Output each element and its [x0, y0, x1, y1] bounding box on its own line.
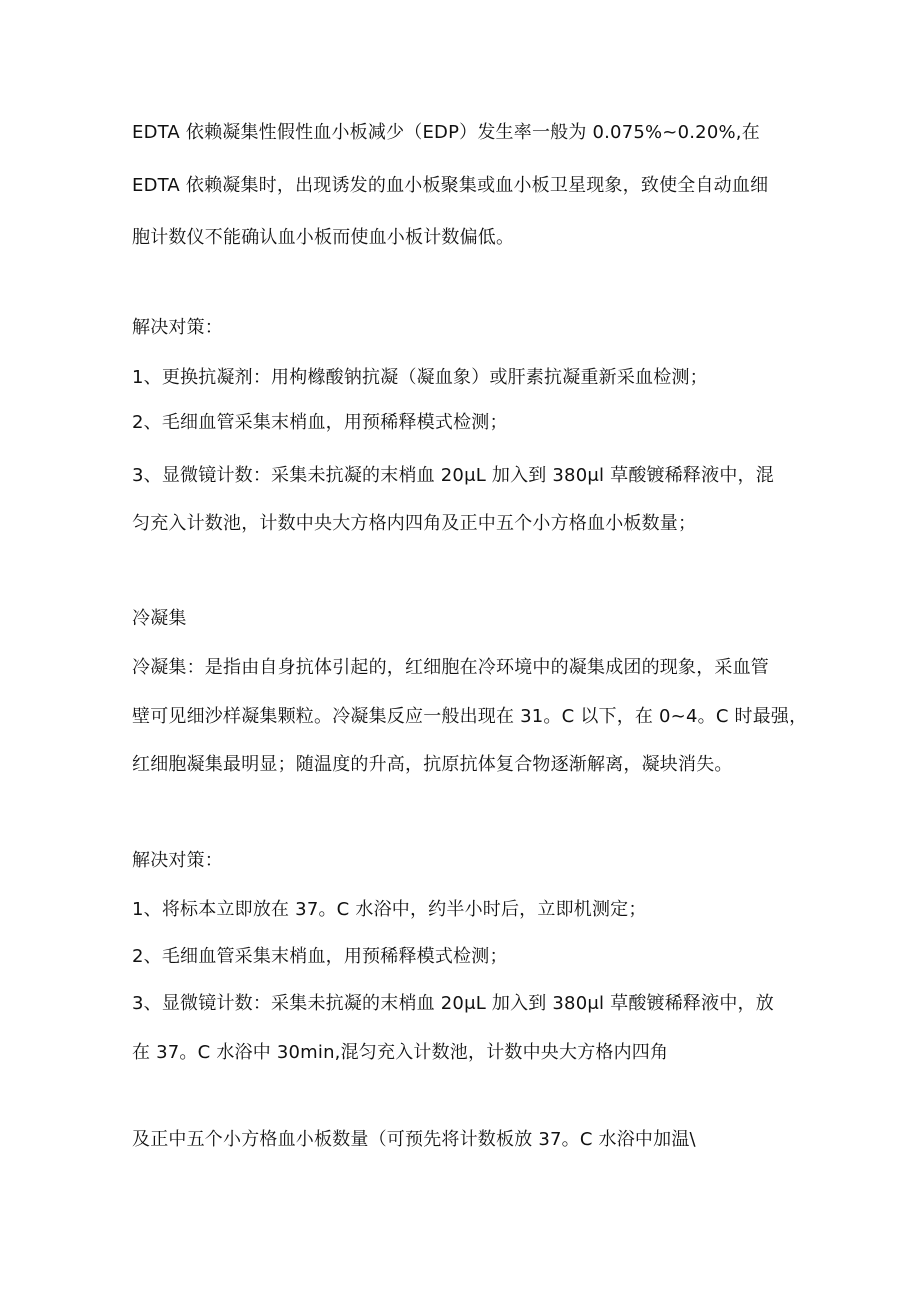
edp-paragraph-line-3: 胞计数仪不能确认血小板而使血小板计数偏低。: [132, 227, 515, 248]
edp-paragraph-line-2: EDTA 依赖凝集时，出现诱发的血小板聚集或血小板卫星现象，致使全自动血细: [132, 175, 769, 196]
solution2-item-1: 1、将标本立即放在 37。C 水浴中，约半小时后，立即机测定；: [132, 899, 647, 920]
solution1-item-3-line-1: 3、显微镜计数：采集未抗凝的末梢血 20μL 加入到 380μl 草酸镀稀释液中，混: [132, 465, 774, 486]
edp-paragraph-line-1: EDTA 依赖凝集性假性血小板减少（EDP）发生率一般为 0.075%~0.20%,在: [132, 122, 760, 143]
solution1-item-2: 2、毛细血管采集末梢血，用预稀释模式检测；: [132, 412, 508, 433]
solution1-item-3-line-2: 匀充入计数池，计数中央大方格内四角及正中五个小方格血小板数量；: [132, 513, 697, 534]
trailing-paragraph-line: 及正中五个小方格血小板数量（可预先将计数板放 37。C 水浴中加温\: [132, 1129, 696, 1150]
cold-paragraph-line-3: 红细胞凝集最明显；随温度的升高，抗原抗体复合物逐渐解离，凝块消失。: [132, 754, 733, 775]
solution2-item-3-line-2: 在 37。C 水浴中 30min,混匀充入计数池，计数中央大方格内四角: [132, 1042, 669, 1063]
cold-paragraph-line-2: 壁可见细沙样凝集颗粒。冷凝集反应一般出现在 31。C 以下，在 0~4。C 时最强，: [132, 706, 808, 727]
solution2-item-3-line-1: 3、显微镜计数：采集未抗凝的末梢血 20μL 加入到 380μl 草酸镀稀释液中，放: [132, 993, 774, 1014]
solution1-item-1: 1、更换抗凝剂：用枸橼酸钠抗凝（凝血象）或肝素抗凝重新采血检测；: [132, 367, 708, 388]
solution2-item-2: 2、毛细血管采集末梢血，用预稀释模式检测；: [132, 946, 508, 967]
solution-heading-2: 解决对策：: [132, 850, 223, 871]
cold-paragraph-line-1: 冷凝集：是指由自身抗体引起的，红细胞在冷环境中的凝集成团的现象，采血管: [132, 657, 769, 678]
cold-agglutination-title: 冷凝集: [132, 608, 187, 629]
solution-heading-1: 解决对策：: [132, 317, 223, 338]
